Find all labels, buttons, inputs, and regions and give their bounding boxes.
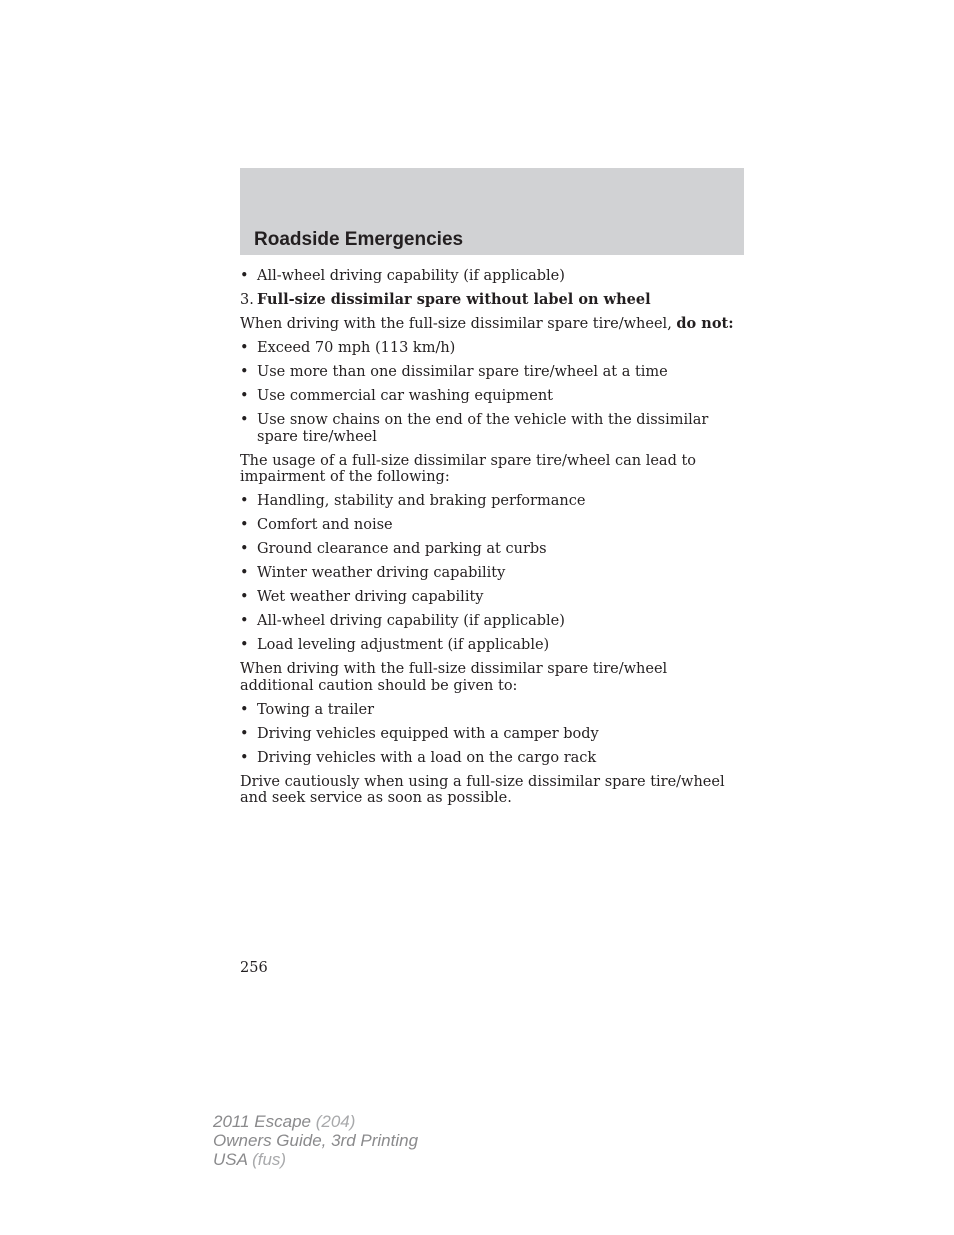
bullet-icon: • xyxy=(240,589,249,605)
paragraph-text: When driving with the full-size dissimilar spare tire/wheel, xyxy=(240,316,677,332)
paragraph-impairment: The usage of a full-size dissimilar spare tire/wheel can lead to impairment of the following: xyxy=(240,452,697,485)
footer-line-guide xyxy=(213,1131,418,1150)
list-item-text: Winter weather driving capability xyxy=(257,565,506,581)
list-item-text: Use snow chains on the end of the vehicle with the dissimilar spare tire/wheel xyxy=(257,412,709,445)
list-item-text: Driving vehicles with a load on the cargo rack xyxy=(257,749,597,766)
list-item xyxy=(240,565,744,582)
footer-model: 2011 Escape xyxy=(213,1112,311,1131)
list-item xyxy=(240,726,744,743)
list-item xyxy=(240,388,744,405)
footer-market-code: (fus) xyxy=(252,1150,287,1169)
list-item-text: Comfort and noise xyxy=(257,517,393,533)
list-item-text: Exceed 70 mph (113 km/h) xyxy=(257,340,456,356)
list-item xyxy=(240,637,744,654)
list-item xyxy=(240,364,744,381)
paragraph-do-not xyxy=(240,316,744,333)
list-item-text: Handling, stability and braking performance xyxy=(257,493,586,509)
bullet-icon: • xyxy=(240,268,249,284)
bullet-icon: • xyxy=(240,749,249,766)
heading-number: 3. xyxy=(240,292,254,308)
list-item-text: Towing a trailer xyxy=(257,701,374,718)
list-item xyxy=(240,613,744,630)
numbered-heading xyxy=(240,292,744,309)
bullet-icon: • xyxy=(240,541,249,557)
heading-text: Full-size dissimilar spare without label on wheel xyxy=(257,291,651,308)
list-item-text: Driving vehicles equipped with a camper body xyxy=(257,725,599,742)
paragraph-caution: When driving with the full-size dissimilar spare tire/wheel additional caution should be given to: xyxy=(240,661,668,694)
list-item-text: All-wheel driving capability (if applicable) xyxy=(257,613,565,629)
bullet-icon: • xyxy=(240,364,249,380)
bullet-icon: • xyxy=(240,701,249,718)
document-footer xyxy=(213,1112,418,1169)
list-item-text: All-wheel driving capability (if applicable) xyxy=(257,268,565,284)
footer-guide: Owners Guide, 3rd Printing xyxy=(213,1131,419,1150)
list-item xyxy=(240,340,744,357)
list-item-text: Load leveling adjustment (if applicable) xyxy=(257,637,550,653)
section-title: Roadside Emergencies xyxy=(254,229,464,250)
list-item xyxy=(240,750,744,767)
list-item xyxy=(240,412,744,445)
list-item xyxy=(240,541,744,558)
bullet-icon: • xyxy=(240,725,249,742)
section-header-band xyxy=(240,168,744,255)
list-item xyxy=(240,517,744,534)
page-content xyxy=(240,268,744,814)
bullet-icon: • xyxy=(240,517,249,533)
list-item-text: Wet weather driving capability xyxy=(257,589,484,605)
list-item xyxy=(240,589,744,606)
bullet-icon: • xyxy=(240,493,249,509)
caution-list xyxy=(240,702,744,767)
paragraph-drive-cautiously: Drive cautiously when using a full-size dissimilar spare tire/wheel and seek service as soon as possible. xyxy=(240,773,725,806)
bullet-icon: • xyxy=(240,412,249,428)
impairment-list xyxy=(240,493,744,654)
list-item xyxy=(240,268,744,285)
bullet-icon: • xyxy=(240,565,249,581)
bullet-icon: • xyxy=(240,637,249,653)
list-item-text: Use more than one dissimilar spare tire/wheel at a time xyxy=(257,364,668,380)
bullet-icon: • xyxy=(240,340,249,356)
list-item xyxy=(240,493,744,510)
footer-market: USA xyxy=(213,1150,248,1169)
footer-model-code: (204) xyxy=(315,1112,356,1131)
bullet-icon: • xyxy=(240,388,249,404)
page-number: 256 xyxy=(240,960,268,976)
do-not-list xyxy=(240,340,744,445)
footer-line-model xyxy=(213,1112,418,1131)
list-item xyxy=(240,702,744,719)
footer-line-market xyxy=(213,1150,418,1169)
bullet-icon: • xyxy=(240,613,249,629)
paragraph-bold: do not: xyxy=(676,315,734,332)
list-item-text: Use commercial car washing equipment xyxy=(257,388,553,404)
list-item-text: Ground clearance and parking at curbs xyxy=(257,541,547,557)
